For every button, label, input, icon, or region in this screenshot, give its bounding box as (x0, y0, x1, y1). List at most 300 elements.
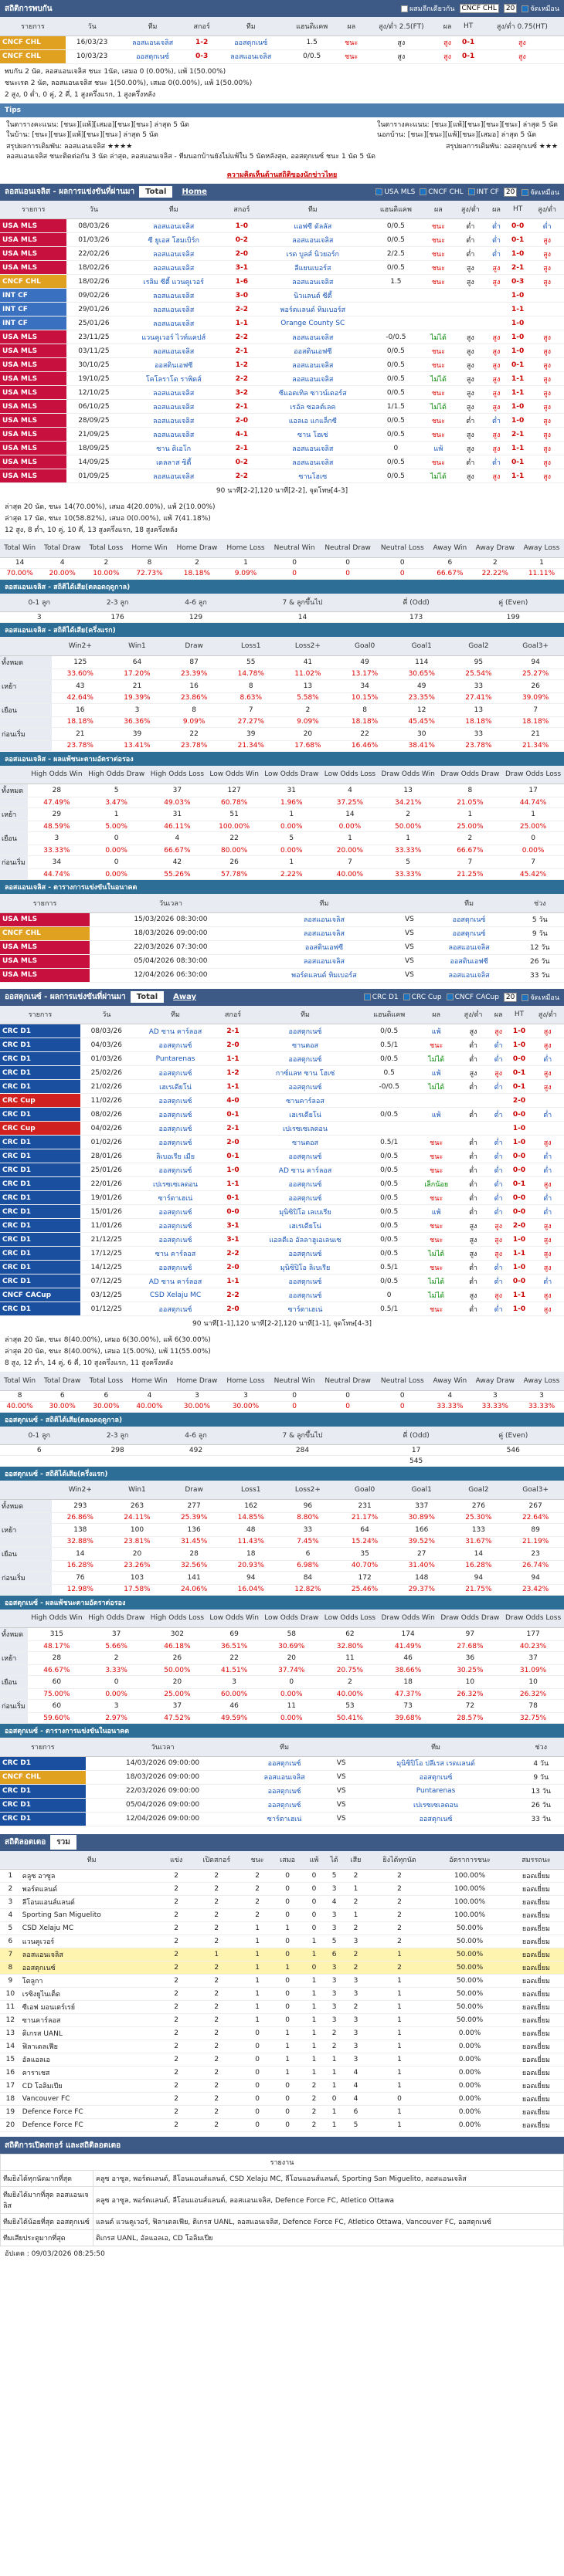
match-score: 2-0 (218, 1302, 247, 1316)
stat-value: 267 (507, 1499, 564, 1512)
tab-all[interactable]: รวม (50, 1835, 76, 1850)
away-team[interactable]: เฮเรเดียโน่ (248, 1219, 363, 1233)
handicap: 0.5 (362, 1066, 416, 1080)
home-team[interactable]: ออสตุกเนซ์ (133, 1108, 219, 1122)
stat-value: 50.41% (321, 1713, 379, 1724)
over-under-result: สูง (490, 1024, 508, 1038)
stat-value (235, 1456, 370, 1467)
stat-value: 3 (324, 2001, 344, 2014)
column-header: Home Draw (172, 539, 222, 557)
home-team[interactable]: ออสตุกเนซ์ (133, 1094, 219, 1108)
league-badge: CRC D1 (0, 1205, 80, 1219)
home-team[interactable]: AD ซาน คาร์ลอส (133, 1024, 219, 1038)
tab-home[interactable]: Home (182, 188, 207, 196)
stat-value: 21.17% (336, 1512, 393, 1523)
filter-cncf-chl[interactable]: CNCF CHL (420, 188, 463, 196)
away-team[interactable]: มุนิซิปิโอ ลิเบเรีย (248, 1261, 363, 1274)
tab-total[interactable]: Total (131, 991, 164, 1003)
over-under: ต่ำ (457, 1302, 489, 1316)
match-score: 1-1 (218, 1052, 247, 1066)
stat-value: 16 (165, 679, 223, 692)
away-team[interactable]: ออสตุกเนซ์ (248, 1052, 363, 1066)
home-wdl-table (0, 539, 564, 580)
stat-value: 94 (450, 1571, 508, 1584)
away-wdl-table (0, 1372, 564, 1413)
away-odds-title: ออสตุกเนซ์ - ผลแพ้ชนะตามอัตราต่อรอง (0, 1596, 564, 1610)
home-team[interactable]: ออสตุกเนซ์ (133, 1163, 219, 1177)
stat-value: 199 (463, 612, 564, 623)
home-team[interactable]: ซี ยูเอส โฮมเบิร์ก (121, 233, 226, 247)
stat-value: 2 (243, 1883, 272, 1896)
row-label: ทั้งหมด (0, 1499, 52, 1512)
home-team[interactable]: ซาร์ตาเฮเน่ (133, 1191, 219, 1205)
vs-label: VS (396, 940, 423, 954)
stat-value: 2 (344, 1948, 368, 1962)
column-header: อัตราการชนะ (431, 1851, 508, 1870)
stat-value: 39 (109, 727, 166, 740)
column-header: Home Draw (172, 1372, 222, 1390)
away-team[interactable]: ซานตอส (248, 1136, 363, 1149)
stat-value: 3.33% (85, 1665, 148, 1676)
stat-value: 50.00% (431, 2014, 508, 2027)
stat-value: 174 (379, 1628, 438, 1641)
table-row (0, 1205, 564, 1219)
handicap-result: เล็กน้อย (416, 1177, 457, 1191)
stat-value: 60 (28, 1700, 85, 1713)
ht-over-under: สูง (531, 1024, 564, 1038)
over-under-result: ต่ำ (490, 1191, 508, 1205)
table-row (0, 303, 564, 316)
away-team[interactable]: ออสตุกเนซ์ (248, 1080, 363, 1094)
stat-value: 10 (0, 1988, 21, 2001)
stat-value: 3 (85, 1700, 148, 1713)
ht-over-under: สูง (481, 36, 564, 49)
stat-value: ยอดเยี่ยม (508, 1870, 564, 1883)
stat-value: 30.00% (172, 1401, 222, 1412)
tab-away[interactable]: Away (173, 993, 197, 1001)
home-team[interactable]: โคโลราโด ราพิดส์ (121, 372, 226, 386)
away-team[interactable]: ออสตุกเนซ์ (248, 1247, 363, 1261)
stat-value: 30.00% (85, 1401, 127, 1412)
home-team[interactable]: เรลิม ซีตี้ แวนคูเวอร์ (121, 275, 226, 289)
handicap-result: ชนะ (423, 386, 454, 400)
away-team[interactable]: แอลเอ แกแล็กซี (257, 414, 369, 428)
stat-value: 46.11% (148, 821, 207, 832)
stat-value: 14 (0, 557, 39, 568)
row-label: ก่อนเริ่ม (0, 1700, 28, 1713)
away-team[interactable]: เรอัล ซอลต์เลค (257, 400, 369, 414)
stat-value: 277 (165, 1499, 223, 1512)
home-team[interactable]: ลอสแอนเจลิส (121, 289, 226, 303)
away-team[interactable]: Orange County SC (257, 316, 369, 330)
stat-value: 38.66% (379, 1665, 438, 1676)
stat-value: 315 (28, 1628, 85, 1641)
away-team[interactable]: กาซ์แลท ซาน โฮเซ่ (248, 1066, 363, 1080)
home-team[interactable]: ลอสแอนเจลิส (121, 316, 226, 330)
same-venue-checkbox[interactable]: จัดเหมือน (522, 3, 559, 14)
stat-value (463, 1456, 564, 1467)
row-label (0, 845, 28, 856)
over-under: ต่ำ (457, 1038, 489, 1052)
away-team[interactable]: ซาน โฮเซ่ (257, 428, 369, 442)
stat-value: 6 (0, 1935, 21, 1948)
stat-value: 4 (148, 832, 207, 845)
match-score: 0-3 (187, 49, 217, 63)
table-row (0, 1499, 564, 1512)
over-under: ต่ำ (457, 1136, 489, 1149)
home-team[interactable]: ออสตุกเนซ์ (133, 1302, 219, 1316)
row-label: เยือน (0, 1547, 52, 1560)
stat-value: 28 (28, 784, 85, 797)
handicap: 0.5/1 (362, 1038, 416, 1052)
h2h-summary-line: ชนะเรต 2 นัด, ลอสแอนเจลิส ชนะ 1(50.00%), เสมอ 0(0.00%), แพ้ 1(50.00%) (5, 79, 253, 87)
home-team[interactable]: แวนคูเวอร์ ไวท์แคปส์ (121, 330, 226, 344)
over-under: สูง (457, 1024, 489, 1038)
column-header: สมรรถนะ (508, 1851, 564, 1870)
vs-label: VS (329, 1784, 354, 1798)
ht-over-under: สูง (530, 275, 564, 289)
home-team[interactable]: ออสตุกเนซ์ (133, 1066, 219, 1080)
stat-value: 1 (368, 2014, 431, 2027)
stat-value: 10.00% (85, 568, 127, 579)
away-team[interactable]: ออสตุกเนซ์ (248, 1191, 363, 1205)
stat-value: 11 (261, 1700, 321, 1713)
stat-value: 0.00% (431, 2080, 508, 2093)
home-team[interactable]: AD ซาน คาร์ลอส (133, 1274, 219, 1288)
stat-value: 34.21% (379, 797, 438, 808)
home-team[interactable]: ลอสแอนเจลิส (121, 414, 226, 428)
handicap-result: ชนะ (423, 358, 454, 372)
stat-value: 37.25% (321, 797, 379, 808)
home-team[interactable]: ลอสแอนเจลิส (121, 469, 226, 483)
handicap: 1/1.5 (369, 400, 423, 414)
away-summary-line: ล่าสุด 20 นัด, ชนะ 8(40.00%), เสมอ 6(30.00%), แพ้ 6(30.00%) (5, 1336, 211, 1344)
stat-value: 19.39% (109, 692, 166, 703)
stat-value: 20.00% (39, 568, 85, 579)
handicap (369, 303, 423, 316)
stat-value: 1 (324, 2106, 344, 2119)
stat-value: 6 (85, 1390, 127, 1401)
half-time-score: 0-0 (505, 219, 530, 233)
away-team[interactable]: ออสตุกเนซ์ (248, 1288, 363, 1302)
stat-value: 16.28% (450, 1560, 508, 1571)
column-header: ชนะ (243, 1851, 272, 1870)
away-team[interactable]: ลีแยนเบอร์ส (257, 261, 369, 275)
home-team[interactable]: ออสตุกเนซ์ (133, 1219, 219, 1233)
match-date: 30/10/25 (66, 358, 121, 372)
away-team[interactable]: ลอสแอนเจลิส (257, 455, 369, 469)
stat-value: 0 (269, 557, 319, 568)
away-team[interactable]: AD ซาน คาร์ลอส (248, 1163, 363, 1177)
stat-value: 6 (429, 557, 471, 568)
away-team[interactable]: ออสตุกเนซ์ (248, 1177, 363, 1191)
stat-value: 28 (28, 1652, 85, 1665)
league-badge: USA MLS (0, 358, 66, 372)
home-team[interactable]: ออสตุกเนซ์ (133, 1233, 219, 1247)
away-team[interactable]: ซานคาร์ลอส (248, 1094, 363, 1108)
row-label: เหย้า (0, 1652, 28, 1665)
table-row (0, 1080, 564, 1094)
same-venue-checkbox[interactable]: จัดเหมือน (522, 992, 559, 1003)
column-header: 0-1 ลูก (0, 1427, 78, 1445)
stat-value: 2 (243, 1870, 272, 1883)
home-team: ออสตุกเนซ์ (240, 1798, 329, 1812)
home-team[interactable]: CSD Xelaju MC (133, 1288, 219, 1302)
over-under-result: สูง (488, 469, 505, 483)
stat-value: 5 (324, 1870, 344, 1883)
home-team[interactable]: เปเรซเซเลดอน (133, 1177, 219, 1191)
h2h-summary-line: 2 สูง, 0 ต่ำ, 0 คู่, 2 คี่, 1 สูงครึ่งแรก, 1 สูงครึ่งหลัง (5, 90, 156, 99)
over-under-result: สูง (488, 261, 505, 275)
stat-value: 2 (163, 2053, 190, 2067)
row-label (0, 669, 52, 679)
away-team[interactable]: แอฟซี ดัลลัส (257, 219, 369, 233)
handicap-result: ชนะ (423, 428, 454, 442)
stat-value: 22 (207, 832, 262, 845)
stat-value: 2 (379, 808, 438, 821)
handicap: 0/0.5 (362, 1247, 416, 1261)
stat-value: 24.11% (109, 1512, 166, 1523)
same-league-checkbox[interactable]: ผสมลีกเดียวกัน (401, 3, 455, 14)
home-team[interactable]: ลอสแอนเจลิส (121, 261, 226, 275)
away-team[interactable]: ออสตุกเนซ์ (248, 1024, 363, 1038)
stat-value: ยอดเยี่ยม (508, 1975, 564, 1988)
column-header: Win1 (109, 637, 166, 655)
table-row (0, 2014, 564, 2027)
column-header: Goal1 (393, 637, 450, 655)
away-team[interactable]: ลอสแอนเจลิส (257, 372, 369, 386)
stat-value: 20 (280, 727, 337, 740)
tip-line: ลอสแอนเจลิส ชนะติดต่อกัน 3 นัด ล่าสุด, ลอสแอนเจลิส - ทีมนอกบ้านยังไม่แพ้ใน 5 นัดหลังสุด, ออสตุกเนซ์ ชนะ 1 นัด 5 นัด (6, 152, 375, 161)
table-row (0, 1948, 564, 1962)
away-team[interactable]: ออสตุกเนซ์ (248, 1149, 363, 1163)
away-team[interactable]: ลอสแอนเจลิส (257, 358, 369, 372)
count-select[interactable]: 20 (504, 993, 517, 1002)
stat-value: 21 (52, 727, 109, 740)
home-team[interactable]: ออสตินเอฟซี (121, 358, 226, 372)
column-header: ทีม (118, 17, 186, 36)
away-team[interactable]: พอร์ตแลนด์ ทิมเบอร์ส (257, 303, 369, 316)
handicap: 0/0.5 (369, 261, 423, 275)
stat-value: 0 (261, 1676, 321, 1689)
away-team[interactable]: ลอสแอนเจลิส (257, 233, 369, 247)
stat-value: 0 (271, 1909, 303, 1922)
stat-value: 1 (243, 2014, 272, 2027)
column-header: เสีย (344, 1851, 368, 1870)
stat-value: 0.00% (431, 2106, 508, 2119)
away-team[interactable]: ซานโฮเซ (257, 469, 369, 483)
away-team[interactable]: ซานตอส (248, 1038, 363, 1052)
over-under (457, 1122, 489, 1136)
filter-cncf-cacup[interactable]: CNCF CACup (447, 994, 499, 1001)
home-team[interactable]: ลอสแอนเจลิส (121, 386, 226, 400)
stat-value: 2 (190, 2080, 243, 2093)
home-team[interactable]: ลอสแอนเจลิส (121, 428, 226, 442)
table-row (0, 1523, 564, 1536)
away-team: ออสตุกเนซ์ (423, 912, 516, 926)
stat-value: 2 (163, 2080, 190, 2093)
filter-int-cf[interactable]: INT CF (468, 188, 499, 196)
away-fixtures-title: ออสตุกเนซ์ - ตารางการแข่งขันในอนาคต (0, 1724, 564, 1738)
row-label (0, 797, 28, 808)
away-team[interactable]: แอลดีเอ อัลลาฮูเอเลนเซ (248, 1233, 363, 1247)
column-header: High Odds Loss (148, 766, 207, 784)
stat-value: 9 (0, 1975, 21, 1988)
column-header: Low Odds Loss (321, 766, 379, 784)
stat-value: 1 (368, 1975, 431, 1988)
count-select[interactable]: 20 (504, 188, 517, 197)
half-time-score: 1-0 (505, 247, 530, 261)
away-team[interactable]: มุนิซิปิโอ เลเบเรีย (248, 1205, 363, 1219)
row-label (0, 716, 52, 727)
stat-value: 6 (344, 2106, 368, 2119)
stat-value: 17 (502, 784, 564, 797)
home-team[interactable]: ซาน คาร์ลอส (133, 1247, 219, 1261)
stat-value: 1 (271, 2053, 303, 2067)
away-team[interactable]: ออสตุกเนซ์ (217, 36, 285, 49)
home-team[interactable]: Puntarenas (133, 1052, 219, 1066)
same-venue-checkbox[interactable]: จัดเหมือน (522, 187, 559, 198)
away-record-table (0, 1006, 564, 1317)
stat-value: 2 (438, 832, 503, 845)
column-header: HT (508, 1006, 532, 1024)
filter-crc-cup[interactable]: CRC Cup (403, 994, 442, 1001)
column-header: 0-1 ลูก (0, 594, 78, 612)
away-team[interactable]: ลอสแอนเจลิส (217, 49, 285, 63)
stat-value: 0 (502, 832, 564, 845)
home-team[interactable]: ลอสแอนเจลิส (121, 344, 226, 358)
handicap-result: ไม่ได้ (423, 330, 454, 344)
home-team[interactable]: ลอสแอนเจลิส (118, 36, 186, 49)
home-team[interactable]: ออสตุกเนซ์ (133, 1122, 219, 1136)
away-team[interactable]: เปเรซเซเลดอน (248, 1122, 363, 1136)
half-time-score: 1-0 (508, 1038, 532, 1052)
team-name: คาราเชส (21, 2067, 163, 2080)
home-team[interactable]: ลิเบอเรีย เมีย (133, 1149, 219, 1163)
home-team[interactable]: ออสตุกเนซ์ (133, 1136, 219, 1149)
row-label (0, 1713, 28, 1724)
stat-value: 2 (243, 1896, 272, 1909)
match-date: 11/01/26 (80, 1219, 133, 1233)
over-under: สูง (454, 330, 488, 344)
stat-value: 1 (344, 1883, 368, 1896)
league-badge: CRC D1 (0, 1163, 80, 1177)
table-row (0, 926, 564, 940)
match-score: 2-0 (218, 1261, 247, 1274)
home-team[interactable]: ซาน ดิเอโก (121, 442, 226, 455)
tab-total[interactable]: Total (139, 186, 172, 198)
home-team[interactable]: ออสตุกเนซ์ (133, 1261, 219, 1274)
stat-value: 0 (304, 1896, 324, 1909)
match-date: 18/09/25 (66, 442, 121, 455)
stat-value: 55 (223, 655, 280, 669)
half-time-score: 1-1 (505, 442, 530, 455)
stat-value: 18.18% (336, 716, 393, 727)
away-team[interactable]: นิวแลนด์ ซีตี้ (257, 289, 369, 303)
stat-value: 28.57% (438, 1713, 503, 1724)
home-team[interactable]: เดลลาส ซิตี้ (121, 455, 226, 469)
stat-value: 26.74% (507, 1560, 564, 1571)
stat-value: 129 (157, 612, 235, 623)
column-header: Total Loss (85, 539, 127, 557)
home-team[interactable]: ลอสแอนเจลิส (121, 247, 226, 261)
away-team[interactable]: ซีแอตเทิล ซาวน์เดอร์ส (257, 386, 369, 400)
column-header: Total Win (0, 539, 39, 557)
stat-value: 55.26% (148, 869, 207, 880)
home-summary-line: 12 สูง, 8 ต่ำ, 10 คู่, 10 คี่, 13 สูงครึ่งแรก, 18 สูงครึ่งหลัง (5, 526, 178, 534)
stat-value: 94 (223, 1571, 280, 1584)
count-select[interactable]: 20 (504, 4, 517, 13)
home-team[interactable]: ออสตุกเนซ์ (133, 1205, 219, 1219)
home-team[interactable]: ลอสแอนเจลิส (121, 219, 226, 233)
match-date: 28/01/26 (80, 1149, 133, 1163)
away-team[interactable]: ลอสแอนเจลิส (257, 330, 369, 344)
stat-value: 2 (163, 2119, 190, 2132)
stat-value: 50.00% (379, 821, 438, 832)
stat-value: 15.24% (336, 1536, 393, 1547)
column-header: เสมอ (271, 1851, 303, 1870)
stat-value: 18 (0, 2093, 21, 2106)
stat-value: 46.18% (148, 1641, 207, 1652)
away-team[interactable]: เรด บูลส์ นิวยอร์ก (257, 247, 369, 261)
handicap-result: ชนะ (416, 1261, 457, 1274)
filter-crc-d1[interactable]: CRC D1 (364, 994, 399, 1001)
half-time-score: 0-0 (508, 1108, 532, 1122)
away-team[interactable]: ออสตินเอฟซี (257, 344, 369, 358)
away-team[interactable]: เฮเรเดียโน่ (248, 1108, 363, 1122)
team-name: ติเกรส UANL (21, 2027, 163, 2040)
stat-value: 50.00% (431, 1962, 508, 1975)
stat-value: 103 (109, 1571, 166, 1584)
handicap-result: ชนะ (416, 1149, 457, 1163)
stat-value: ยอดเยี่ยม (508, 2067, 564, 2080)
stat-value: 5 (379, 856, 438, 869)
handicap: 1.5 (285, 36, 339, 49)
stat-value: 545 (370, 1456, 463, 1467)
away-team[interactable]: ลอสแอนเจลิส (257, 442, 369, 455)
stat-value: 1 (243, 1988, 272, 2001)
over-under: สูง (454, 469, 488, 483)
home-team[interactable]: ลอสแอนเจลิส (121, 400, 226, 414)
away-team[interactable]: ซาร์ตาเฮเน่ (248, 1302, 363, 1316)
home-team[interactable]: ลอสแอนเจลิส (121, 303, 226, 316)
home-team[interactable]: ออสตุกเนซ์ (133, 1038, 219, 1052)
over-under: ต่ำ (457, 1205, 489, 1219)
stat-value: 2 (190, 2014, 243, 2027)
stat-value: 0.00% (85, 869, 148, 880)
home-summary (0, 499, 564, 539)
over-under: สูง (454, 358, 488, 372)
match-score: 0-1 (218, 1191, 247, 1205)
away-team[interactable]: ลอสแอนเจลิส (257, 275, 369, 289)
league-select[interactable]: CNCF CHL (460, 4, 499, 13)
home-team[interactable]: เฮเรเดียโน่ (133, 1080, 219, 1094)
table-row (0, 358, 564, 372)
stat-value (78, 1456, 156, 1467)
away-team[interactable]: ออสตุกเนซ์ (248, 1274, 363, 1288)
stat-value: 36.51% (207, 1641, 262, 1652)
stat-value: 1 (502, 808, 564, 821)
reporter-link[interactable]: ความคิดเห็นด้านสถิติของนักข่าวไทย (226, 171, 338, 179)
filter-usa-mls[interactable]: USA MLS (375, 188, 415, 196)
h2h-table (0, 17, 564, 64)
table-row (0, 557, 564, 568)
stat-value: 2 (163, 1935, 190, 1948)
match-date: 08/03/26 (66, 219, 121, 233)
home-team[interactable]: ออสตุกเนซ์ (118, 49, 186, 63)
stat-value: 2 (163, 1896, 190, 1909)
stat-value: 23.78% (52, 740, 109, 751)
